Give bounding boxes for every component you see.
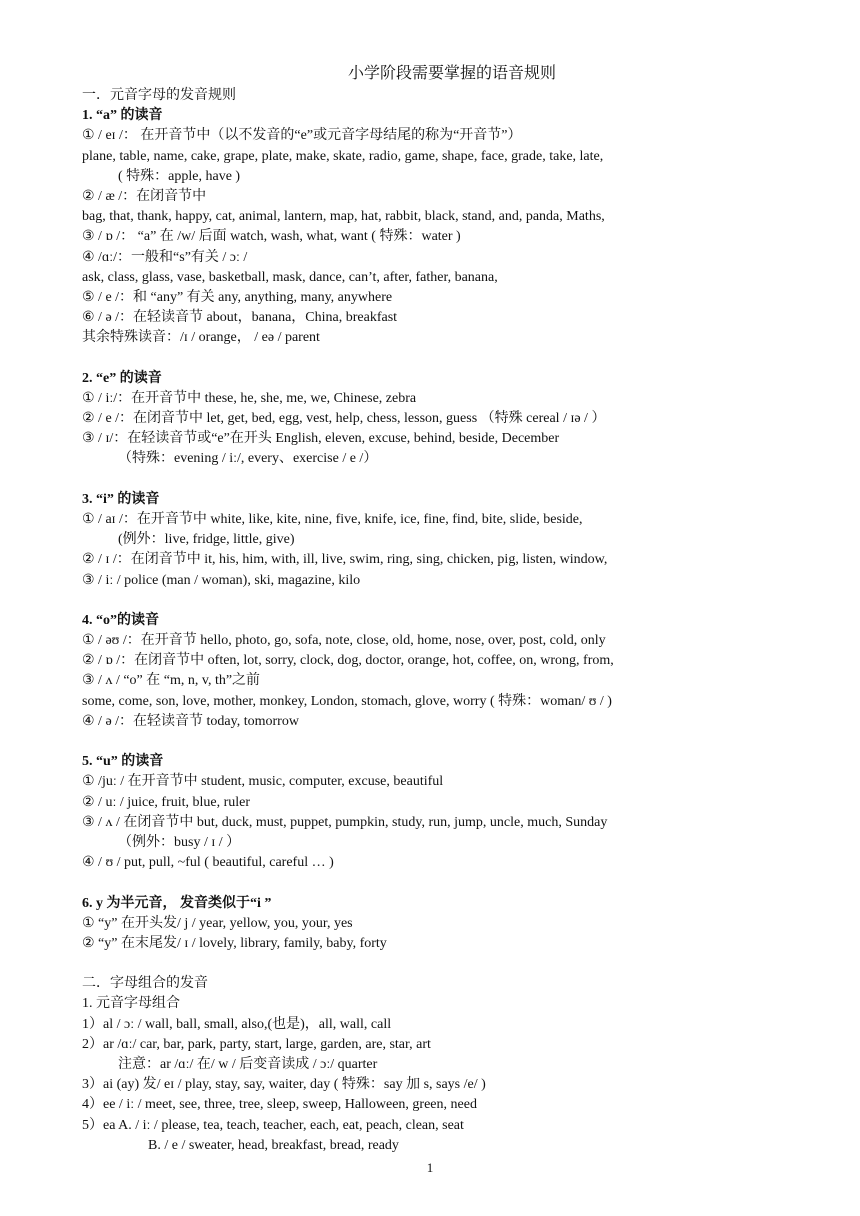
text-line: ( 特殊：apple, have ) [118,168,241,184]
text-line: ④ / ʊ / put, pull, ~ful ( beautiful, careful … ) [82,855,334,871]
text-line: 5）ea A. / iː / please, tea, teach, teacher, each, eat, peach, clean, seat [82,1117,464,1133]
text-line: 2）ar /ɑː/ car, bar, park, party, start, large, garden, are, star, art [82,1036,431,1052]
text-line: ② “y” 在末尾发/ ɪ / lovely, library, family, baby, forty [82,935,387,951]
content-lines [82,86,782,1156]
text-line: ⑤ / e /：和 “any” 有关 any, anything, many, anywhere [82,289,393,305]
document-body [82,62,782,1156]
blank-line [82,954,782,974]
text-line: (例外：live, fridge, little, give) [118,532,295,548]
text-line: 1. “a” 的读音 [82,108,163,124]
text-line: ① / iː/：在开音节中 these, he, she, me, we, Chinese, zebra [82,390,417,406]
text-line: some, come, son, love, mother, monkey, London, stomach, glove, worry ( 特殊：woman/ ʊ / ) [82,693,612,709]
text-line: 2. “e” 的读音 [82,370,162,386]
text-line: ③ / ɒ /： “a” 在 /w/ 后面 watch, wash, what, want ( 特殊：water ) [82,229,461,245]
text-line: ① / əʊ /：在开音节 hello, photo, go, sofa, note, close, old, home, nose, over, post, cold, only [82,633,606,649]
text-line: 1. 元音字母组合 [82,996,180,1012]
text-line: ask, class, glass, vase, basketball, mask, dance, can’t, after, father, banana, [82,269,498,285]
blank-line [82,873,782,893]
text-line: ③ / iː / police (man / woman), ski, magazine, kilo [82,572,361,588]
text-line: 4. “o”的读音 [82,612,159,628]
text-line: ② / æ /：在闭音节中 [82,188,207,204]
text-line: （特殊：evening / iː/, every、exercise / e /） [118,451,378,467]
text-line: ② / ɪ /：在闭音节中 it, his, him, with, ill, live, swim, ring, sing, chicken, pig, listen, window, [82,552,608,568]
text-line: ① /juː / 在开音节中 student, music, computer, excuse, beautiful [82,774,444,790]
text-line: plane, table, name, cake, grape, plate, make, skate, radio, game, shape, face, grade, take, late, [82,148,604,164]
text-line: bag, that, thank, happy, cat, animal, lantern, map, hat, rabbit, black, stand, and, panda, Maths, [82,209,605,225]
blank-line [82,591,782,611]
text-line: ① “y” 在开头发/ j / year, yellow, you, your, yes [82,915,353,931]
text-line: B. / e / sweater, head, breakfast, bread, ready [148,1137,399,1153]
text-line: 一．元音字母的发音规则 [82,88,236,103]
blank-line [82,470,782,490]
blank-line [82,348,782,368]
text-line: ⑥ / ə /：在轻读音节 about，banana，China, breakfast [82,310,398,326]
text-line: 3）ai (ay) 发/ eɪ / play, stay, say, waiter, day ( 特殊：say 加 s, says /e/ ) [82,1077,486,1093]
text-line: （例外：busy / ɪ / ） [118,834,241,850]
text-line: ③ / ʌ / 在闭音节中 but, duck, must, puppet, pumpkin, study, run, jump, uncle, much, Sunday [82,814,608,830]
text-line: 注意：ar /ɑː/ 在/ w / 后变音读成 / ɔː/ quarter [118,1057,378,1072]
text-line: 5. “u” 的读音 [82,754,164,770]
text-line: ① / eɪ /： 在开音节中（以不发音的“e”或元音字母结尾的称为“开音节”） [82,128,522,144]
text-line: ④ /ɑː/：一般和“s”有关 / ɔː / [82,249,248,265]
text-line: ② / e /：在闭音节中 let, get, bed, egg, vest, help, chess, lesson, guess （特殊 cereal / ɪə / ） [82,411,606,426]
text-line: 其余特殊读音：/ɪ / orange， / eə / parent [82,330,320,346]
text-line: 二．字母组合的发音 [82,976,208,992]
text-line: ① / aɪ /：在开音节中 white, like, kite, nine, five, knife, ice, fine, find, bite, slide, beside, [82,511,583,527]
page-number: 1 [426,1160,434,1175]
text-line: ④ / ə /：在轻读音节 today, tomorrow [82,713,299,729]
text-line: 6. y 为半元音， 发音类似于“i ” [82,895,272,911]
page-title: 小学阶段需要掌握的语音规则 [347,65,556,82]
text-line: 1）al / ɔː / wall, ball, small, also,(也是)，all, wall, call [82,1016,392,1032]
blank-line [82,732,782,752]
text-line: 3. “i” 的读音 [82,491,160,507]
text-line: 4）ee / iː / meet, see, three, tree, sleep, sweep, Halloween, green, need [82,1097,477,1113]
text-line: ② / ɒ /：在闭音节中 often, lot, sorry, clock, dog, doctor, orange, hot, coffee, on, wrong, from, [82,653,614,669]
text-line: ③ / ʌ / “o” 在 “m, n, v, th”之前 [82,673,261,689]
text-line: ② / uː / juice, fruit, blue, ruler [82,794,251,810]
text-line: ③ / ɪ/：在轻读音节或“e”在开头 English, eleven, excuse, behind, beside, December [82,431,560,447]
